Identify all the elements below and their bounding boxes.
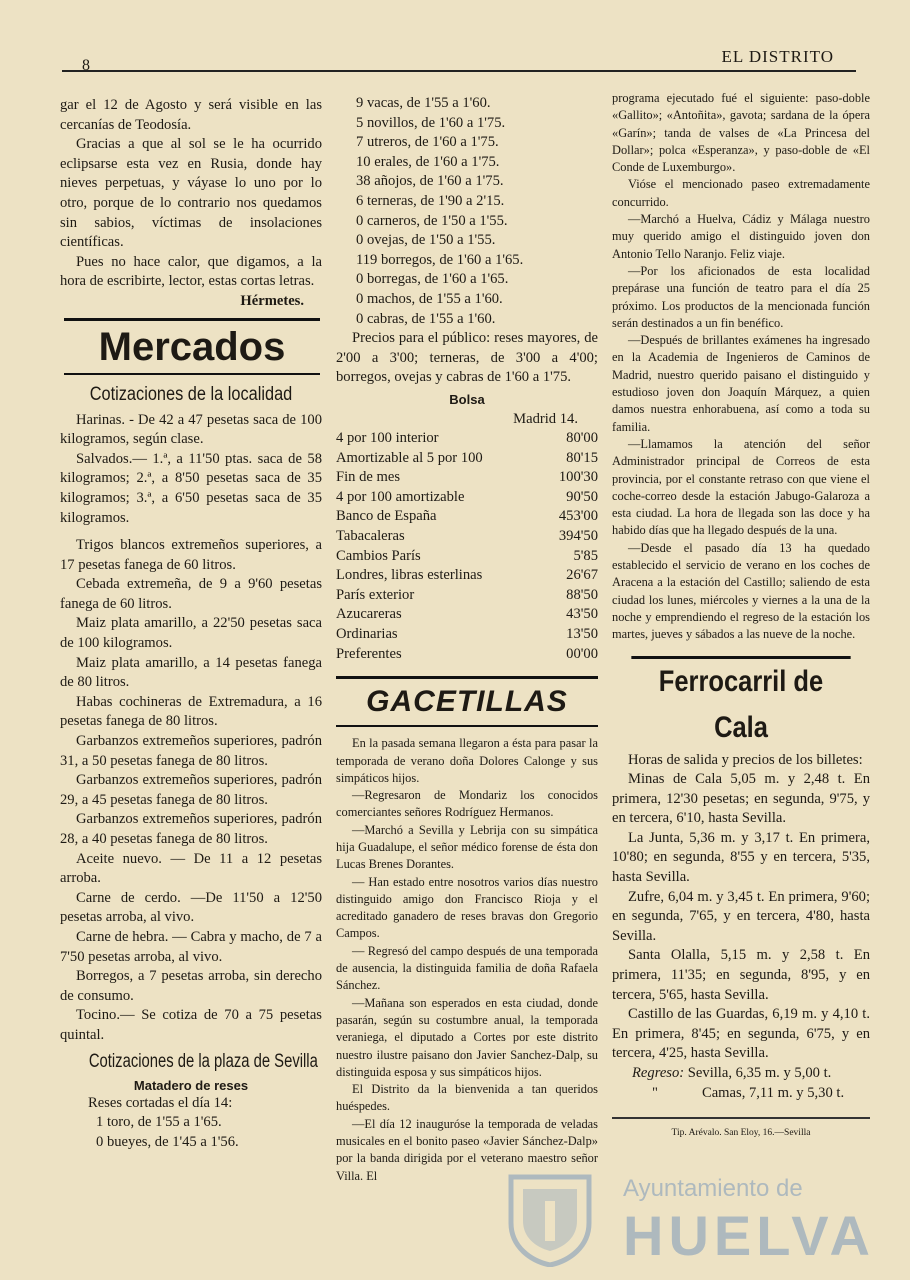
news-item: Vióse el mencionado paseo extremadamente concurrido. <box>612 177 870 209</box>
table-row <box>336 547 598 567</box>
row-label: Banco de España <box>336 508 437 525</box>
row-value: 453'00 <box>558 508 598 525</box>
news-item: —El día 12 inauguróse la temporada de veladas musicales en el bonito paseo «Javier Sánchez-Dalp» por la banda dirigida por el veterano maestro señor Villa. El <box>336 1116 598 1183</box>
row-value: 394'50 <box>558 528 598 545</box>
list-item: Carne de hebra. — Cabra y macho, de 7 a 7'50 pesetas arroba, al vivo. <box>60 928 322 965</box>
row-label: Amortizable al 5 por 100 <box>336 449 483 466</box>
table-row <box>336 507 598 527</box>
row-value: 5'85 <box>573 547 598 564</box>
list-item: Borregos, a 7 pesetas arroba, sin derecho de consumo. <box>60 968 322 1004</box>
schedule-item: Castillo de las Guardas, 6,19 m. y 4,10 t. En primera, 8'45; en segunda, 6'75, y en tercera, 4'25, hasta Sevilla. <box>612 1006 870 1062</box>
gacetillas-text <box>336 735 598 1185</box>
row-label: Cambios París <box>336 547 421 564</box>
intro-paragraph: Pues no hace calor, que digamos, a la hora de escribirte, lector, estas cortas letras. <box>60 253 322 290</box>
news-item: —Mañana son esperados en esta ciudad, donde pasarán, según su costumbre anual, la temporada veraniega, el diputado a Cortes por este distrito nuestro ilustre paisano don Javier Sanchez-Dalp, su distinguida esposa y sus simpáticos hijos. <box>336 995 598 1079</box>
table-row <box>336 449 598 469</box>
section-title-ferrocarril: Ferrocarril de Cala <box>631 656 850 751</box>
news-item: — Regresó del campo después de una temporada de ausencia, la distinguida familia de doña Rafaela Sánchez. <box>336 943 598 993</box>
list-item: 38 añojos, de 1'60 a 1'75. <box>356 173 504 190</box>
row-value: 88'50 <box>566 586 598 603</box>
news-item: — Han estado entre nosotros varios días nuestro distinguido amigo don Francisco Rioja y el acreditado ganadero de reses bravas don Gregorio Campos. <box>336 874 598 941</box>
list-item: 10 erales, de 1'60 a 1'75. <box>356 153 500 170</box>
news-item: En la pasada semana llegaron a ésta para pasar la temporada de verano doña Dolores Calonge y sus simpáticos hijos. <box>336 736 598 785</box>
newspaper-title: EL DISTRITO <box>721 47 834 66</box>
bolsa-title: Bolsa <box>449 391 485 407</box>
news-item: —Desde el pasado día 13 ha quedado establecido el servicio de verano en los coches de Aracena a la estación del Castillo; saliendo de esta ciudad los lunes, miércoles y viernes a la una de la noche y emprendiendo el regreso de la estación los martes, jueves y sábados a las nueve de la noche. <box>612 540 870 642</box>
list-item: Maiz plata amarillo, a 22'50 pesetas saca de 100 kilogramos. <box>60 615 322 652</box>
news-item: El Distrito da la bienvenida a tan queridos huéspedes. <box>336 1082 598 1114</box>
return-schedule <box>612 1084 870 1104</box>
list-item: 119 borregos, de 1'60 a 1'65. <box>356 251 524 268</box>
intro-paragraph: gar el 12 de Agosto y será visible en las cercanías de Teodosía. <box>60 97 322 133</box>
signature: Hérmetes. <box>240 292 304 309</box>
return-schedule <box>612 1064 870 1084</box>
list-item: 0 borregas, de 1'60 a 1'65. <box>356 271 509 288</box>
list-item: 9 vacas, de 1'55 a 1'60. <box>356 95 491 111</box>
row-value: 00'00 <box>566 645 598 662</box>
schedule-item: Zufre, 6,04 m. y 3,45 t. En primera, 9'60; en segunda, 7'65, y en tercera, 4'80, hasta Sevilla. <box>612 888 870 944</box>
ferrocarril-intro: Horas de salida y precios de los billetes: <box>628 751 863 768</box>
matadero-title: Matadero de reses <box>133 1077 249 1093</box>
column-3 <box>612 90 870 1142</box>
table-row <box>336 645 598 665</box>
local-quotes-title: Cotizaciones de la localidad <box>89 383 293 405</box>
list-item: Garbanzos extremeños superiores, padrón 29, a 45 pesetas fanega de 80 litros. <box>60 772 322 808</box>
table-row <box>336 429 598 449</box>
section-title-mercados: Mercados <box>64 318 320 375</box>
header-rule <box>62 70 856 72</box>
row-label: 4 por 100 interior <box>336 430 439 447</box>
cattle-list <box>336 94 598 329</box>
ferrocarril-text <box>612 751 870 1104</box>
table-row <box>336 488 598 508</box>
bolsa-table <box>336 429 598 664</box>
list-item: Garbanzos extremeños superiores, padrón 28, a 40 pesetas fanega de 80 litros. <box>60 811 322 847</box>
list-item: Harinas. - De 42 a 47 pesetas saca de 100 kilogramos, según clase. <box>60 411 322 448</box>
watermark-line-2: HUELVA <box>623 1204 875 1267</box>
row-label: Azucareras <box>336 606 402 623</box>
list-item: Tocino.— Se cotiza de 70 a 75 pesetas quintal. <box>60 1007 322 1043</box>
news-item: —Marchó a Sevilla y Lebrija con su simpática hija Guadalupe, el señor médico forense de ésta don Lucas Brenes Dorantes. <box>336 822 598 872</box>
column-2 <box>336 94 598 1185</box>
row-value: 13'50 <box>566 626 598 643</box>
list-item: 0 machos, de 1'55 a 1'60. <box>356 290 503 307</box>
return-line: Camas, 7,11 m. y 5,30 t. <box>701 1084 845 1101</box>
row-label: 4 por 100 amortizable <box>336 488 465 505</box>
table-row <box>336 468 598 488</box>
table-row <box>336 527 598 547</box>
table-row <box>336 566 598 586</box>
list-item: 0 ovejas, de 1'50 a 1'55. <box>356 232 496 249</box>
list-item: 7 utreros, de 1'60 a 1'75. <box>356 134 499 151</box>
news-item: —Después de brillantes exámenes ha ingresado en la Academia de Ingenieros de Caminos de Madrid, nuestro querido paisano el distinguido y estudioso joven don Joaquín Márquez, a quien damos nuestra enhorabuena, así como a toda su familia. <box>612 333 870 434</box>
row-value: 90'50 <box>566 488 598 505</box>
schedule-item: Minas de Cala 5,05 m. y 2,48 t. En primera, 12'30 pesetas; en segunda, 9'75, y en tercera, 6'10, hasta Sevilla. <box>612 771 870 827</box>
table-row <box>336 605 598 625</box>
row-value: 80'15 <box>566 449 598 466</box>
ditto-mark: " <box>652 1084 658 1101</box>
list-item: Trigos blancos extremeños superiores, a 17 pesetas fanega de 60 litros. <box>60 537 322 573</box>
row-value: 100'30 <box>558 469 598 486</box>
row-label: Tabacaleras <box>336 528 405 545</box>
list-item: 0 cabras, de 1'55 a 1'60. <box>356 310 496 327</box>
news-item: programa ejecutado fué el siguiente: paso-doble «Gallito»; «Antoñita», gavota; sardana de la ópera «Garín»; tanda de valses de «La Princesa del Dollar»; polca «Esperanza», y paso-doble de «El Conde de Luxemburgo». <box>612 91 870 175</box>
row-label: Londres, libras esterlinas <box>336 567 483 584</box>
row-value: 26'67 <box>566 567 598 584</box>
news-item: —Llamamos la atención del señor Administrador principal de Correos de esta provincia, por el constante retraso con que viene el coche-correo desde la estación Jabugo-Galaroza a esta ciudad. La hora de llegada son las doce y ha habido días que ha llegado después de la una. <box>612 436 870 538</box>
row-label: Fin de mes <box>336 469 401 486</box>
return-line: Sevilla, 6,35 m. y 5,00 t. <box>687 1065 832 1081</box>
list-item: 6 terneras, de 1'90 a 2'15. <box>356 192 505 209</box>
news-item: —Por los aficionados de esta localidad prepárase una función de teatro para el día 25 próximo. Los productos de la mencionada función serán destinados a un fin benéfico. <box>612 263 870 330</box>
list-item: Salvados.— 1.ª, a 11'50 ptas. saca de 58 kilogramos; 2.ª, a 8'50 pesetas saca de 35 kilogramos; 3.ª, a 6'50 pesetas saca de 35 kilogramos. <box>60 450 322 526</box>
list-item: Cebada extremeña, de 9 a 9'60 pesetas fanega de 60 litros. <box>60 576 322 612</box>
sevilla-intro: Reses cortadas el día 14: <box>88 1094 233 1111</box>
printer-imprint: Tip. Arévalo. San Eloy, 16.—Sevilla <box>612 1117 870 1142</box>
row-value: 80'00 <box>566 430 598 447</box>
list-item: Maiz plata amarillo, a 14 pesetas fanega de 80 litros. <box>60 654 322 691</box>
list-item: 5 novillos, de 1'60 a 1'75. <box>356 114 506 131</box>
public-prices: Precios para el público: reses mayores, de 2'00 a 3'00; terneras, de 3'00 a 4'00; borregos, ovejas y cabras de 1'60 a 1'75. <box>336 330 598 386</box>
watermark-line-1: Ayuntamiento de <box>623 1175 803 1202</box>
schedule-item: La Junta, 5,36 m. y 3,17 t. En primera, 10'80; en segunda, 8'55 y en tercera, 5'35, hasta Sevilla. <box>612 829 870 886</box>
list-item: Aceite nuevo. — De 11 a 12 pesetas arroba. <box>60 850 322 887</box>
archive-watermark <box>505 1165 875 1275</box>
sevilla-quotes-title: Cotizaciones de la plaza de Sevilla <box>88 1050 318 1072</box>
section-title-gacetillas: GACETILLAS <box>336 676 598 727</box>
list-item: Garbanzos extremeños superiores, padrón 31, a 50 pesetas fanega de 80 litros. <box>60 733 322 769</box>
return-label: Regreso: <box>632 1065 685 1081</box>
list-item: Habas cochineras de Extremadura, a 16 pesetas fanega de 80 litros. <box>60 693 322 730</box>
intro-paragraph: Gracias a que al sol se le ha ocurrido eclipsarse esta vez en Rusia, donde hay nieves perpetuas, y váyase lo uno por lo otro, porque de lo contrario nos quedamos sin sabios, víctimas de insolaciones científicas. <box>60 136 322 251</box>
list-item: 0 bueyes, de 1'45 a 1'56. <box>96 1133 239 1150</box>
bolsa-date: Madrid 14. <box>513 410 578 427</box>
news-item: —Regresaron de Mondariz los conocidos comerciantes señores Rodríguez Hermanos. <box>336 788 598 820</box>
row-label: Ordinarias <box>336 626 398 643</box>
page-number: 8 <box>82 57 90 74</box>
row-label: París exterior <box>336 586 415 603</box>
list-item: 1 toro, de 1'55 a 1'65. <box>96 1114 222 1131</box>
table-row <box>336 586 598 606</box>
row-label: Preferentes <box>336 645 402 662</box>
column-1 <box>60 96 322 1152</box>
local-quotes-list <box>60 411 322 1046</box>
news-item: —Marchó a Huelva, Cádiz y Málaga nuestro muy querido amigo el distinguido joven don Antonio Tello Naranjo. Feliz viaje. <box>612 212 870 261</box>
table-row <box>336 625 598 645</box>
coat-of-arms-icon <box>505 1171 595 1267</box>
list-item: 0 carneros, de 1'50 a 1'55. <box>356 212 508 229</box>
list-item: Carne de cerdo. —De 11'50 a 12'50 pesetas arroba, al vivo. <box>60 889 322 926</box>
schedule-item: Santa Olalla, 5,15 m. y 2,58 t. En primera, 11'35; en segunda, 8'95, y en tercera, 5'65, hasta Sevilla. <box>612 947 870 1003</box>
row-value: 43'50 <box>566 606 598 623</box>
